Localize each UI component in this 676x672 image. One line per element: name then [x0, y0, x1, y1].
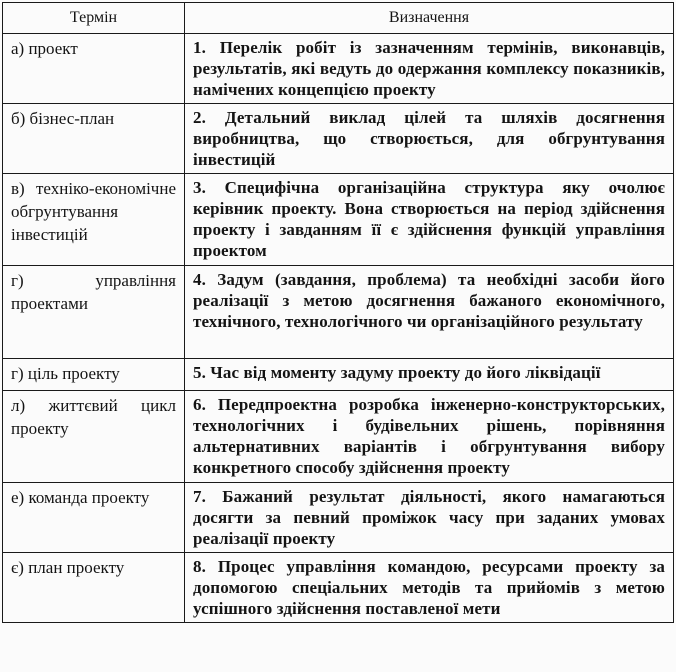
definition-cell: 2. Детальний виклад цілей та шляхів досягнення виробництва, що створюється, для обгрунтування інвестицій	[185, 104, 674, 174]
definition-cell: 3. Специфічна організаційна структура яку очолює керівник проекту. Вона створюється на період здійснення проекту і завданням її є здійснення функцій управління проектом	[185, 174, 674, 266]
table-row	[3, 104, 674, 174]
header-row	[3, 3, 674, 34]
definition-cell: 1. Перелік робіт із зазначенням термінів, виконавців, результатів, які ведуть до одержання комплексу показників, намічених концепцією проекту	[185, 34, 674, 104]
definition-cell: 7. Бажаний результат діяльності, якого намагаються досягти за певний проміжок часу при заданих умовах реалізації проекту	[185, 483, 674, 553]
term-cell: г) управління проектами	[3, 266, 185, 359]
table-row	[3, 174, 674, 266]
definition-cell: 4. Задум (завдання, проблема) та необхідні засоби його реалізації з метою досягнення бажаного економічного, технічного, технологічного чи організаційного результату	[185, 266, 674, 359]
term-cell: б) бізнес-план	[3, 104, 185, 174]
term-cell: а) проект	[3, 34, 185, 104]
definition-cell: 6. Передпроектна розробка інженерно-конструкторських, технологічних і будівельних рішень, порівняння альтернативних варіантів і обгрунтування вибору конкретного способу здійснення проекту	[185, 391, 674, 483]
term-cell: г) ціль проекту	[3, 359, 185, 391]
term-cell: е) команда проекту	[3, 483, 185, 553]
table-row	[3, 266, 674, 359]
header-definition: Визначення	[185, 3, 674, 34]
table-row	[3, 483, 674, 553]
table-row	[3, 391, 674, 483]
term-cell: л) життєвий цикл проекту	[3, 391, 185, 483]
table-row	[3, 553, 674, 623]
term-cell: є) план проекту	[3, 553, 185, 623]
table-row	[3, 359, 674, 391]
table-row	[3, 34, 674, 104]
term-cell: в) техніко-економічне обгрунтування інвестицій	[3, 174, 185, 266]
definition-cell: 8. Процес управління командою, ресурсами проекту за допомогою спеціальних методів та прийомів з метою успішного здійснення поставленої мети	[185, 553, 674, 623]
terms-table	[2, 2, 674, 623]
definition-cell: 5. Час від моменту задуму проекту до його ліквідації	[185, 359, 674, 391]
header-term: Термін	[3, 3, 185, 34]
